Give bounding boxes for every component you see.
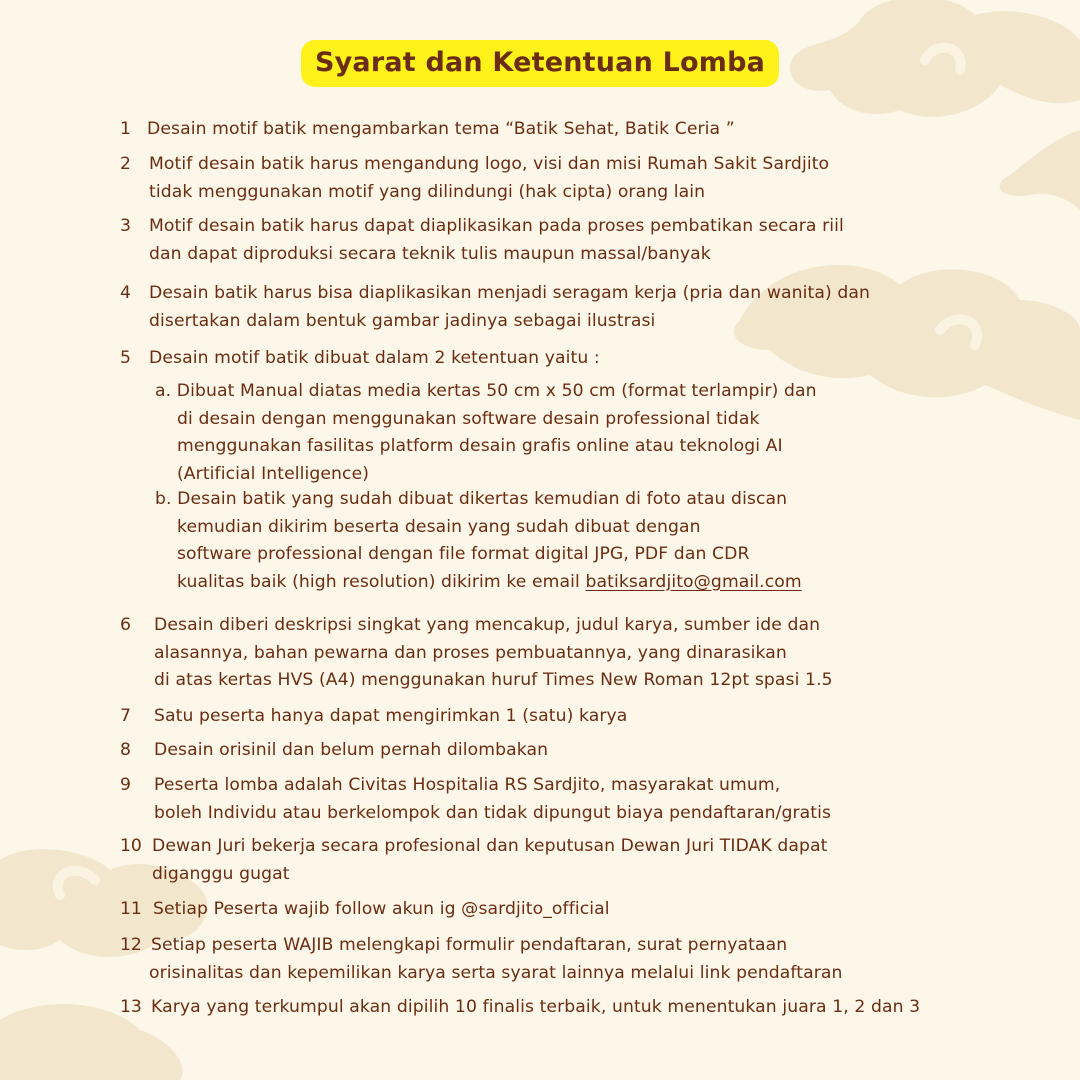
item-number: 12 <box>120 935 142 955</box>
item-number: 9 <box>120 775 131 795</box>
item-number: 6 <box>120 615 131 635</box>
item-number: 2 <box>120 154 131 174</box>
item-number: 1 <box>120 119 131 139</box>
item-text: Motif desain batik harus mengandung logo, visi dan misi Rumah Sakit Sardjito <box>149 154 830 174</box>
subitem-text: b. Desain batik yang sudah dibuat dikertas kemudian di foto atau discan <box>155 489 788 509</box>
item-text: Desain batik harus bisa diaplikasikan menjadi seragam kerja (pria dan wanita) dan <box>149 283 870 303</box>
item-text: dan dapat diproduksi secara teknik tulis maupun massal/banyak <box>149 243 711 264</box>
item-number: 7 <box>120 706 131 726</box>
item-text: boleh Individu atau berkelompok dan tidak dipungut biaya pendaftaran/gratis <box>154 802 832 823</box>
item-text: Desain orisinil dan belum pernah dilombakan <box>154 740 549 760</box>
subitem-text: a. Dibuat Manual diatas media kertas 50 cm x 50 cm (format terlampir) dan <box>155 381 817 401</box>
item-number: 3 <box>120 216 131 236</box>
item-text: orisinalitas dan kepemilikan karya serta syarat lainnya melalui link pendaftaran <box>149 962 843 983</box>
item-number: 5 <box>120 348 131 368</box>
item-number: 13 <box>120 997 142 1017</box>
subitem-text: (Artificial Intelligence) <box>177 463 370 484</box>
item-number: 11 <box>120 899 142 919</box>
item-text: disertakan dalam bentuk gambar jadinya sebagai ilustrasi <box>149 310 656 331</box>
item-text: diganggu gugat <box>152 863 290 884</box>
subitem-text: kualitas baik (high resolution) dikirim ke email batiksardjito@gmail.com <box>177 571 802 592</box>
item-number: 4 <box>120 283 131 303</box>
title-container <box>0 40 1080 87</box>
item-text: Desain diberi deskripsi singkat yang mencakup, judul karya, sumber ide dan <box>154 615 821 635</box>
item-text: Desain motif batik dibuat dalam 2 ketentuan yaitu : <box>149 348 600 368</box>
item-text: Desain motif batik mengambarkan tema “Batik Sehat, Batik Ceria ” <box>147 119 735 139</box>
item-number: 10 <box>120 836 142 856</box>
email-link[interactable]: batiksardjito@gmail.com <box>585 571 802 592</box>
subitem-text: menggunakan fasilitas platform desain grafis online atau teknologi AI <box>177 436 783 456</box>
item-text: Satu peserta hanya dapat mengirimkan 1 (satu) karya <box>154 706 628 726</box>
item-number: 8 <box>120 740 131 760</box>
subitem-text: di desain dengan menggunakan software desain professional tidak <box>177 408 760 429</box>
item-text: Karya yang terkumpul akan dipilih 10 finalis terbaik, untuk menentukan juara 1, 2 dan 3 <box>151 997 921 1017</box>
item-text: Motif desain batik harus dapat diaplikasikan pada proses pembatikan secara riil <box>149 216 844 236</box>
item-text: Setiap peserta WAJIB melengkapi formulir pendaftaran, surat pernyataan <box>151 935 788 955</box>
item-text: Setiap Peserta wajib follow akun ig @sardjito_official <box>153 899 610 919</box>
subitem-text: software professional dengan file format digital JPG, PDF dan CDR <box>177 544 750 564</box>
cloud-motif-right-wing <box>1000 130 1080 210</box>
item-text: Peserta lomba adalah Civitas Hospitalia RS Sardjito, masyarakat umum, <box>154 775 781 795</box>
item-text: Dewan Juri bekerja secara profesional dan keputusan Dewan Juri TIDAK dapat <box>152 836 828 856</box>
page-title: Syarat dan Ketentuan Lomba <box>301 40 779 87</box>
item-text: di atas kertas HVS (A4) menggunakan huruf Times New Roman 12pt spasi 1.5 <box>154 670 833 690</box>
item-text: tidak menggunakan motif yang dilindungi (hak cipta) orang lain <box>149 181 706 202</box>
item-text: alasannya, bahan pewarna dan proses pembuatannya, yang dinarasikan <box>154 642 787 663</box>
subitem-text: kemudian dikirim beserta desain yang sudah dibuat dengan <box>177 516 701 537</box>
